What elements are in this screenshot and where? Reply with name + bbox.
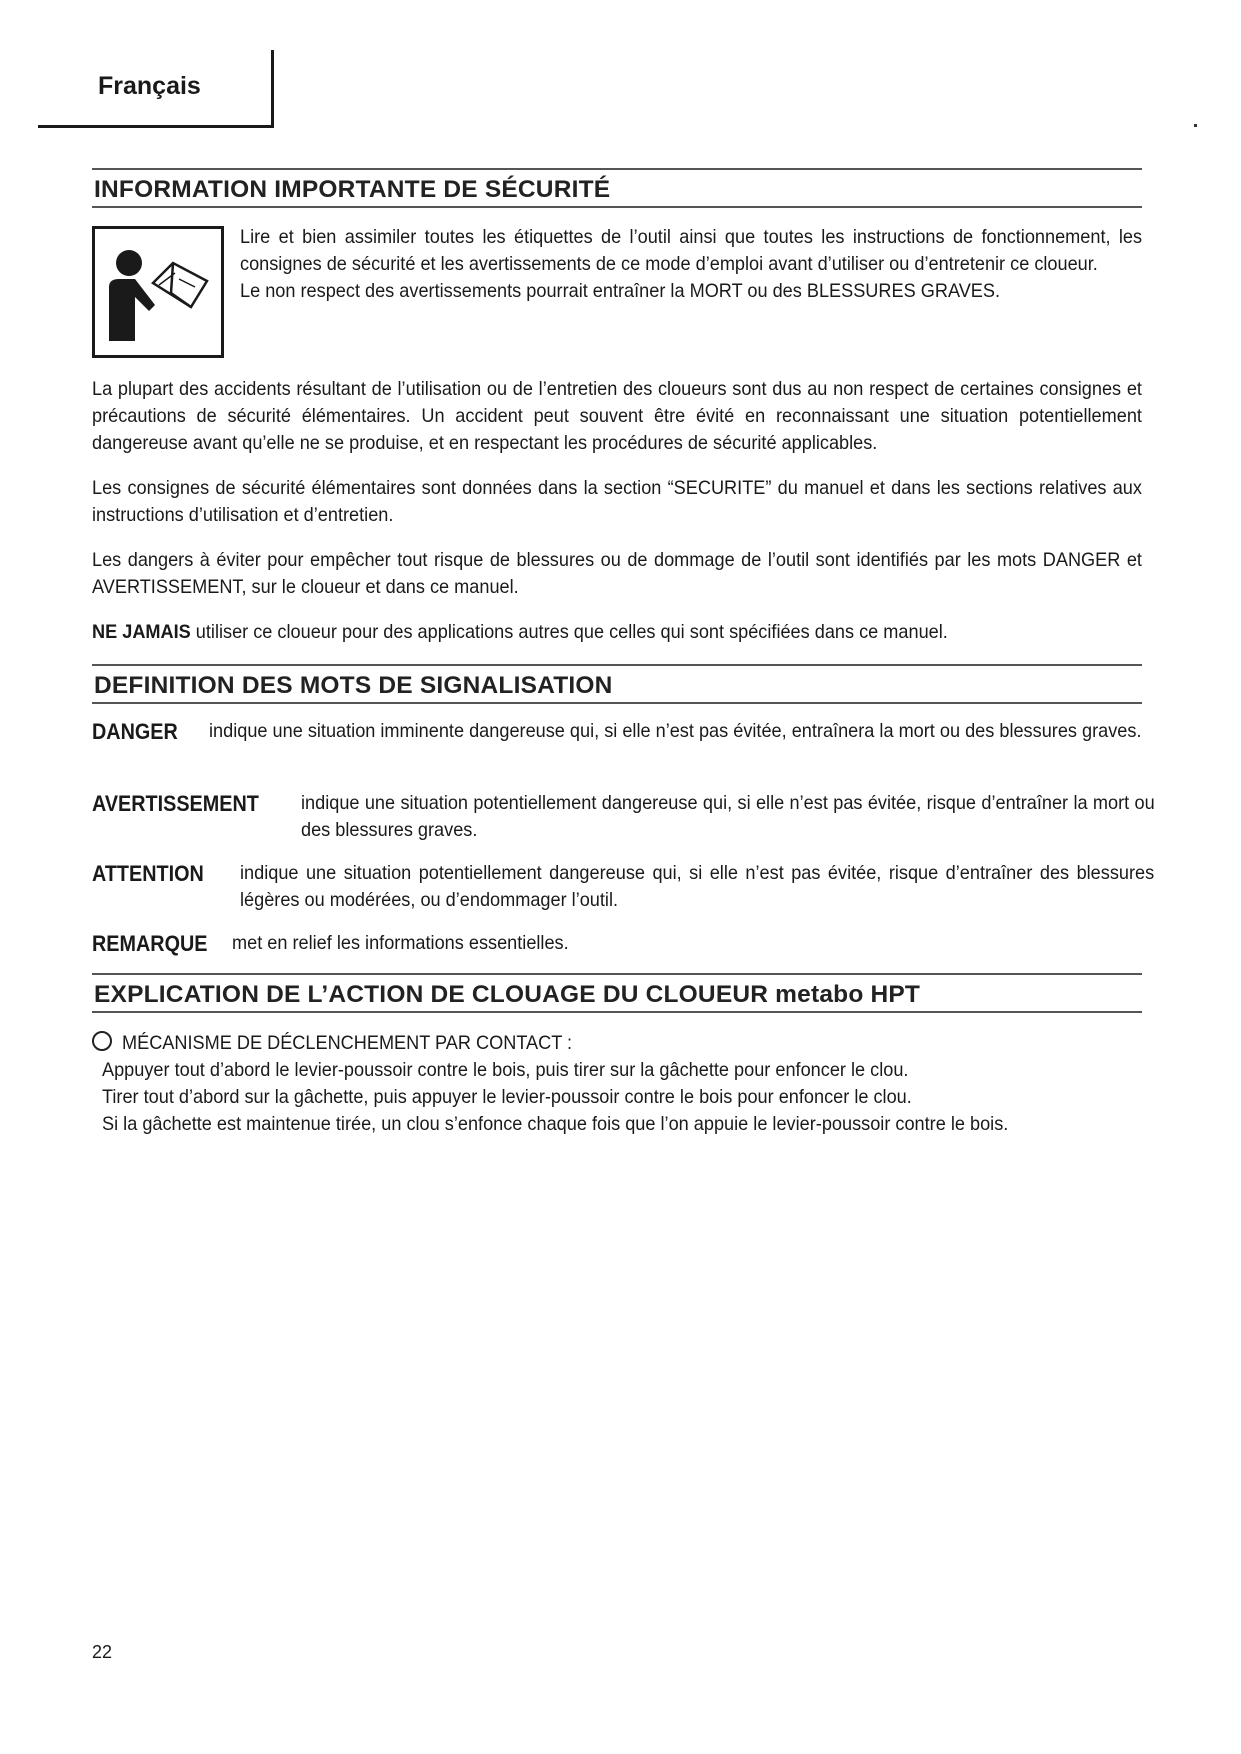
definition-term: ATTENTION — [92, 861, 204, 886]
stray-dot — [1194, 124, 1197, 127]
mechanism-line: Tirer tout d’abord sur la gâchette, puis appuyer le levier-poussoir contre le bois pour enfoncer le clou. — [102, 1086, 912, 1108]
reader-line: Le non respect des avertissements pourrait entraîner la MORT ou des BLESSURES GRAVES. — [240, 280, 1001, 302]
safety-heading: INFORMATION IMPORTANTE DE SÉCURITÉ — [92, 168, 1142, 208]
definition-term: DANGER — [92, 719, 178, 744]
reader-instructions — [240, 224, 1142, 305]
definition-text: met en relief les informations essentielles. — [232, 932, 569, 954]
language-label: Français — [98, 72, 201, 100]
page-number: 22 — [92, 1642, 113, 1662]
definition-text: indique une situation potentiellement dangereuse qui, si elle n’est pas évitée, risque d’entraîner la mort ou des blessures graves. — [301, 792, 1155, 841]
definitions-heading: DEFINITION DES MOTS DE SIGNALISATION — [92, 664, 1142, 704]
paragraph: La plupart des accidents résultant de l’utilisation ou de l’entretien des cloueurs sont dus au non respect de certaines consignes et précautions de sécurité élémentaires. Un accident peut souvent être évité en reconnaissant une situation potentiellement dangereuse avant qu’elle ne se produise, et en respectant les procédures de sécurité applicables. — [92, 378, 1142, 454]
definition-text: indique une situation potentiellement dangereuse qui, si elle n’est pas évitée, risque d’entraîner des blessures légères ou modérées, ou d’endommager l’outil. — [240, 862, 1155, 911]
reader-line: Lire et bien assimiler toutes les étiquettes de l’outil ainsi que toutes les instructions de fonctionnement, les consignes de sécurité et les avertissements de ce mode d’emploi avant d’utiliser ou d’entretenir ce cloueur. — [240, 226, 1143, 275]
mechanism-title — [92, 1030, 606, 1057]
never-paragraph — [92, 619, 1142, 646]
never-bold: NE JAMAIS — [92, 621, 191, 643]
person-reading-manual-icon — [92, 226, 224, 358]
mechanism-line: Appuyer tout d’abord le levier-poussoir contre le bois, puis tirer sur la gâchette pour enfoncer le clou. — [102, 1059, 909, 1081]
explanation-heading: EXPLICATION DE L’ACTION DE CLOUAGE DU CLOUEUR metabo HPT — [92, 973, 1142, 1013]
circle-bullet-icon — [92, 1031, 112, 1051]
paragraph: Les consignes de sécurité élémentaires sont données dans la section “SECURITE” du manuel et dans les sections relatives aux instructions d’utilisation et d’entretien. — [92, 477, 1142, 526]
language-tab — [38, 50, 274, 128]
definition-text: indique une situation imminente dangereuse qui, si elle n’est pas évitée, entraînera la mort ou des blessures graves. — [209, 720, 1142, 742]
mechanism-line: Si la gâchette est maintenue tirée, un clou s’enfonce chaque fois que l’on appuie le levier-poussoir contre le bois. — [102, 1113, 1009, 1135]
definition-term: AVERTISSEMENT — [92, 791, 259, 816]
never-text: utiliser ce cloueur pour des applications autres que celles qui sont spécifiées dans ce manuel. — [190, 621, 948, 643]
mechanism-title-text: MÉCANISME DE DÉCLENCHEMENT PAR CONTACT : — [122, 1032, 573, 1054]
definition-term: REMARQUE — [92, 931, 208, 956]
paragraph: Les dangers à éviter pour empêcher tout risque de blessures ou de dommage de l’outil sont identifiés par les mots DANGER et AVERTISSEMENT, sur le cloueur et dans ce manuel. — [92, 549, 1142, 598]
